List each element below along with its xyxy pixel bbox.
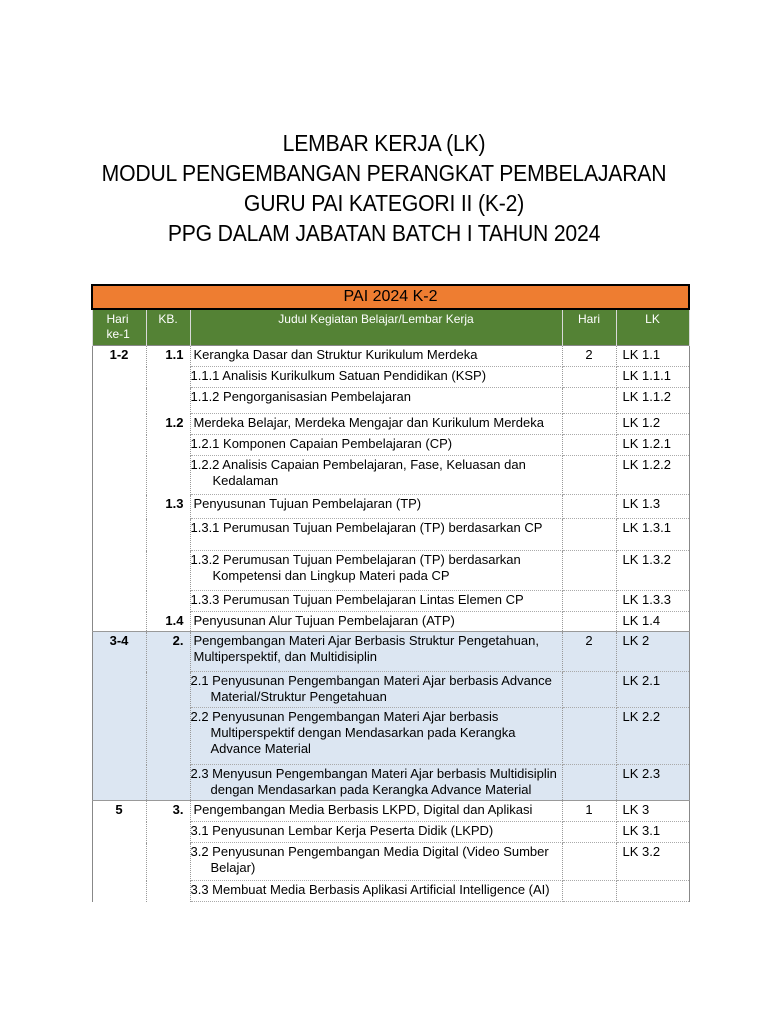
header-lk: LK: [616, 309, 689, 346]
cell-hari: [92, 612, 146, 632]
cell-days: [562, 822, 616, 843]
cell-kb: 1.4: [146, 612, 190, 632]
cell-title: 1.2.2 Analisis Capaian Pembelajaran, Fase, Keluasan dan Kedalaman: [190, 456, 562, 495]
cell-kb: [146, 765, 190, 801]
table-row: [92, 495, 689, 519]
table-row: [92, 388, 689, 414]
cell-lk: LK 1.1: [616, 346, 689, 367]
cell-hari: [92, 367, 146, 388]
cell-title: 1.1.2 Pengorganisasian Pembelajaran: [190, 388, 562, 414]
cell-title: Penyusunan Alur Tujuan Pembelajaran (ATP): [190, 612, 562, 632]
cell-hari: 5: [92, 801, 146, 822]
table-banner: PAI 2024 K-2: [92, 285, 689, 309]
table-row: [92, 881, 689, 902]
cell-days: [562, 881, 616, 902]
table-row: [92, 456, 689, 495]
cell-days: [562, 414, 616, 435]
cell-kb: 2.: [146, 632, 190, 672]
cell-lk: [616, 881, 689, 902]
table-row: [92, 367, 689, 388]
cell-title: 2.3 Menyusun Pengembangan Materi Ajar berbasis Multidisiplin dengan Mendasarkan pada Kerangka Advance Material: [190, 765, 562, 801]
cell-hari: [92, 495, 146, 519]
cell-kb: [146, 456, 190, 495]
cell-kb: 1.1: [146, 346, 190, 367]
cell-lk: LK 2.3: [616, 765, 689, 801]
cell-hari: [92, 843, 146, 881]
table-row: [92, 843, 689, 881]
cell-days: [562, 495, 616, 519]
cell-kb: [146, 708, 190, 765]
cell-hari: 3-4: [92, 632, 146, 672]
cell-hari: 1-2: [92, 346, 146, 367]
cell-title: 1.1.1 Analisis Kurikulkum Satuan Pendidikan (KSP): [190, 367, 562, 388]
cell-lk: LK 1.2.1: [616, 435, 689, 456]
cell-days: 2: [562, 632, 616, 672]
document-title-block: [0, 128, 768, 248]
cell-title: Kerangka Dasar dan Struktur Kurikulum Merdeka: [190, 346, 562, 367]
cell-lk: LK 2.2: [616, 708, 689, 765]
table-body: [92, 346, 689, 902]
cell-lk: LK 1.2: [616, 414, 689, 435]
cell-kb: [146, 881, 190, 902]
cell-title: 2.2 Penyusunan Pengembangan Materi Ajar berbasis Multiperspektif dengan Mendasarkan pada Kerangka Advance Material: [190, 708, 562, 765]
cell-days: 1: [562, 801, 616, 822]
title-line-1: LEMBAR KERJA (LK): [282, 130, 486, 156]
table-banner-row: [92, 285, 689, 309]
cell-days: [562, 456, 616, 495]
table-header-row: [92, 309, 689, 346]
cell-lk: LK 3.2: [616, 843, 689, 881]
cell-title: Pengembangan Media Berbasis LKPD, Digital dan Aplikasi: [190, 801, 562, 822]
cell-lk: LK 1.1.2: [616, 388, 689, 414]
cell-lk: LK 1.3.3: [616, 591, 689, 612]
cell-kb: [146, 367, 190, 388]
cell-hari: [92, 881, 146, 902]
title-line-2: MODUL PENGEMBANGAN PERANGKAT PEMBELAJARAN: [101, 160, 667, 186]
cell-kb: [146, 843, 190, 881]
cell-kb: [146, 551, 190, 591]
cell-hari: [92, 591, 146, 612]
header-judul: Judul Kegiatan Belajar/Lembar Kerja: [190, 309, 562, 346]
header-days: Hari: [562, 309, 616, 346]
table-row: [92, 551, 689, 591]
table-row: [92, 672, 689, 708]
cell-hari: [92, 822, 146, 843]
table-row: [92, 708, 689, 765]
cell-kb: [146, 435, 190, 456]
cell-title: 1.3.3 Perumusan Tujuan Pembelajaran Lintas Elemen CP: [190, 591, 562, 612]
table-row: [92, 765, 689, 801]
cell-kb: [146, 822, 190, 843]
table-row: [92, 435, 689, 456]
cell-kb: [146, 591, 190, 612]
title-line-4: PPG DALAM JABATAN BATCH I TAHUN 2024: [167, 220, 601, 246]
cell-lk: LK 3: [616, 801, 689, 822]
cell-days: [562, 765, 616, 801]
table-row: [92, 612, 689, 632]
table-row: [92, 822, 689, 843]
cell-days: [562, 843, 616, 881]
cell-days: [562, 591, 616, 612]
cell-title: Pengembangan Materi Ajar Berbasis Struktur Pengetahuan, Multiperspektif, dan Multidisiplin: [190, 632, 562, 672]
cell-kb: 1.2: [146, 414, 190, 435]
cell-hari: [92, 456, 146, 495]
cell-days: [562, 551, 616, 591]
cell-hari: [92, 388, 146, 414]
title-line-3: GURU PAI KATEGORI II (K-2): [243, 190, 525, 216]
cell-lk: LK 1.3.1: [616, 519, 689, 551]
table-row: [92, 346, 689, 367]
cell-days: [562, 708, 616, 765]
table-row: [92, 632, 689, 672]
cell-lk: LK 1.1.1: [616, 367, 689, 388]
cell-kb: [146, 519, 190, 551]
cell-days: [562, 672, 616, 708]
cell-hari: [92, 435, 146, 456]
table-row: [92, 801, 689, 822]
cell-days: [562, 612, 616, 632]
cell-lk: LK 1.3: [616, 495, 689, 519]
table-row: [92, 519, 689, 551]
cell-title: 1.3.2 Perumusan Tujuan Pembelajaran (TP) berdasarkan Kompetensi dan Lingkup Materi pada CP: [190, 551, 562, 591]
table-row: [92, 414, 689, 435]
cell-title: Merdeka Belajar, Merdeka Mengajar dan Kurikulum Merdeka: [190, 414, 562, 435]
cell-days: 2: [562, 346, 616, 367]
cell-hari: [92, 765, 146, 801]
cell-lk: LK 2: [616, 632, 689, 672]
activity-table: [91, 284, 690, 902]
cell-lk: LK 1.4: [616, 612, 689, 632]
cell-hari: [92, 519, 146, 551]
cell-title: 1.2.1 Komponen Capaian Pembelajaran (CP): [190, 435, 562, 456]
cell-hari: [92, 551, 146, 591]
cell-hari: [92, 414, 146, 435]
cell-title: 3.3 Membuat Media Berbasis Aplikasi Artificial Intelligence (AI): [190, 881, 562, 902]
cell-title: 3.1 Penyusunan Lembar Kerja Peserta Didik (LKPD): [190, 822, 562, 843]
cell-lk: LK 1.2.2: [616, 456, 689, 495]
header-kb: KB.: [146, 309, 190, 346]
cell-title: 3.2 Penyusunan Pengembangan Media Digital (Video Sumber Belajar): [190, 843, 562, 881]
cell-days: [562, 519, 616, 551]
cell-hari: [92, 672, 146, 708]
cell-kb: 1.3: [146, 495, 190, 519]
header-hari: Hari ke-1: [92, 309, 146, 346]
cell-lk: LK 2.1: [616, 672, 689, 708]
table-row: [92, 591, 689, 612]
cell-hari: [92, 708, 146, 765]
activity-table-wrapper: [91, 284, 688, 902]
cell-days: [562, 388, 616, 414]
cell-kb: [146, 388, 190, 414]
cell-lk: LK 1.3.2: [616, 551, 689, 591]
cell-title: 1.3.1 Perumusan Tujuan Pembelajaran (TP) berdasarkan CP: [190, 519, 562, 551]
cell-title: 2.1 Penyusunan Pengembangan Materi Ajar berbasis Advance Material/Struktur Pengetahuan: [190, 672, 562, 708]
cell-kb: [146, 672, 190, 708]
cell-title: Penyusunan Tujuan Pembelajaran (TP): [190, 495, 562, 519]
cell-kb: 3.: [146, 801, 190, 822]
cell-lk: LK 3.1: [616, 822, 689, 843]
cell-days: [562, 435, 616, 456]
cell-days: [562, 367, 616, 388]
